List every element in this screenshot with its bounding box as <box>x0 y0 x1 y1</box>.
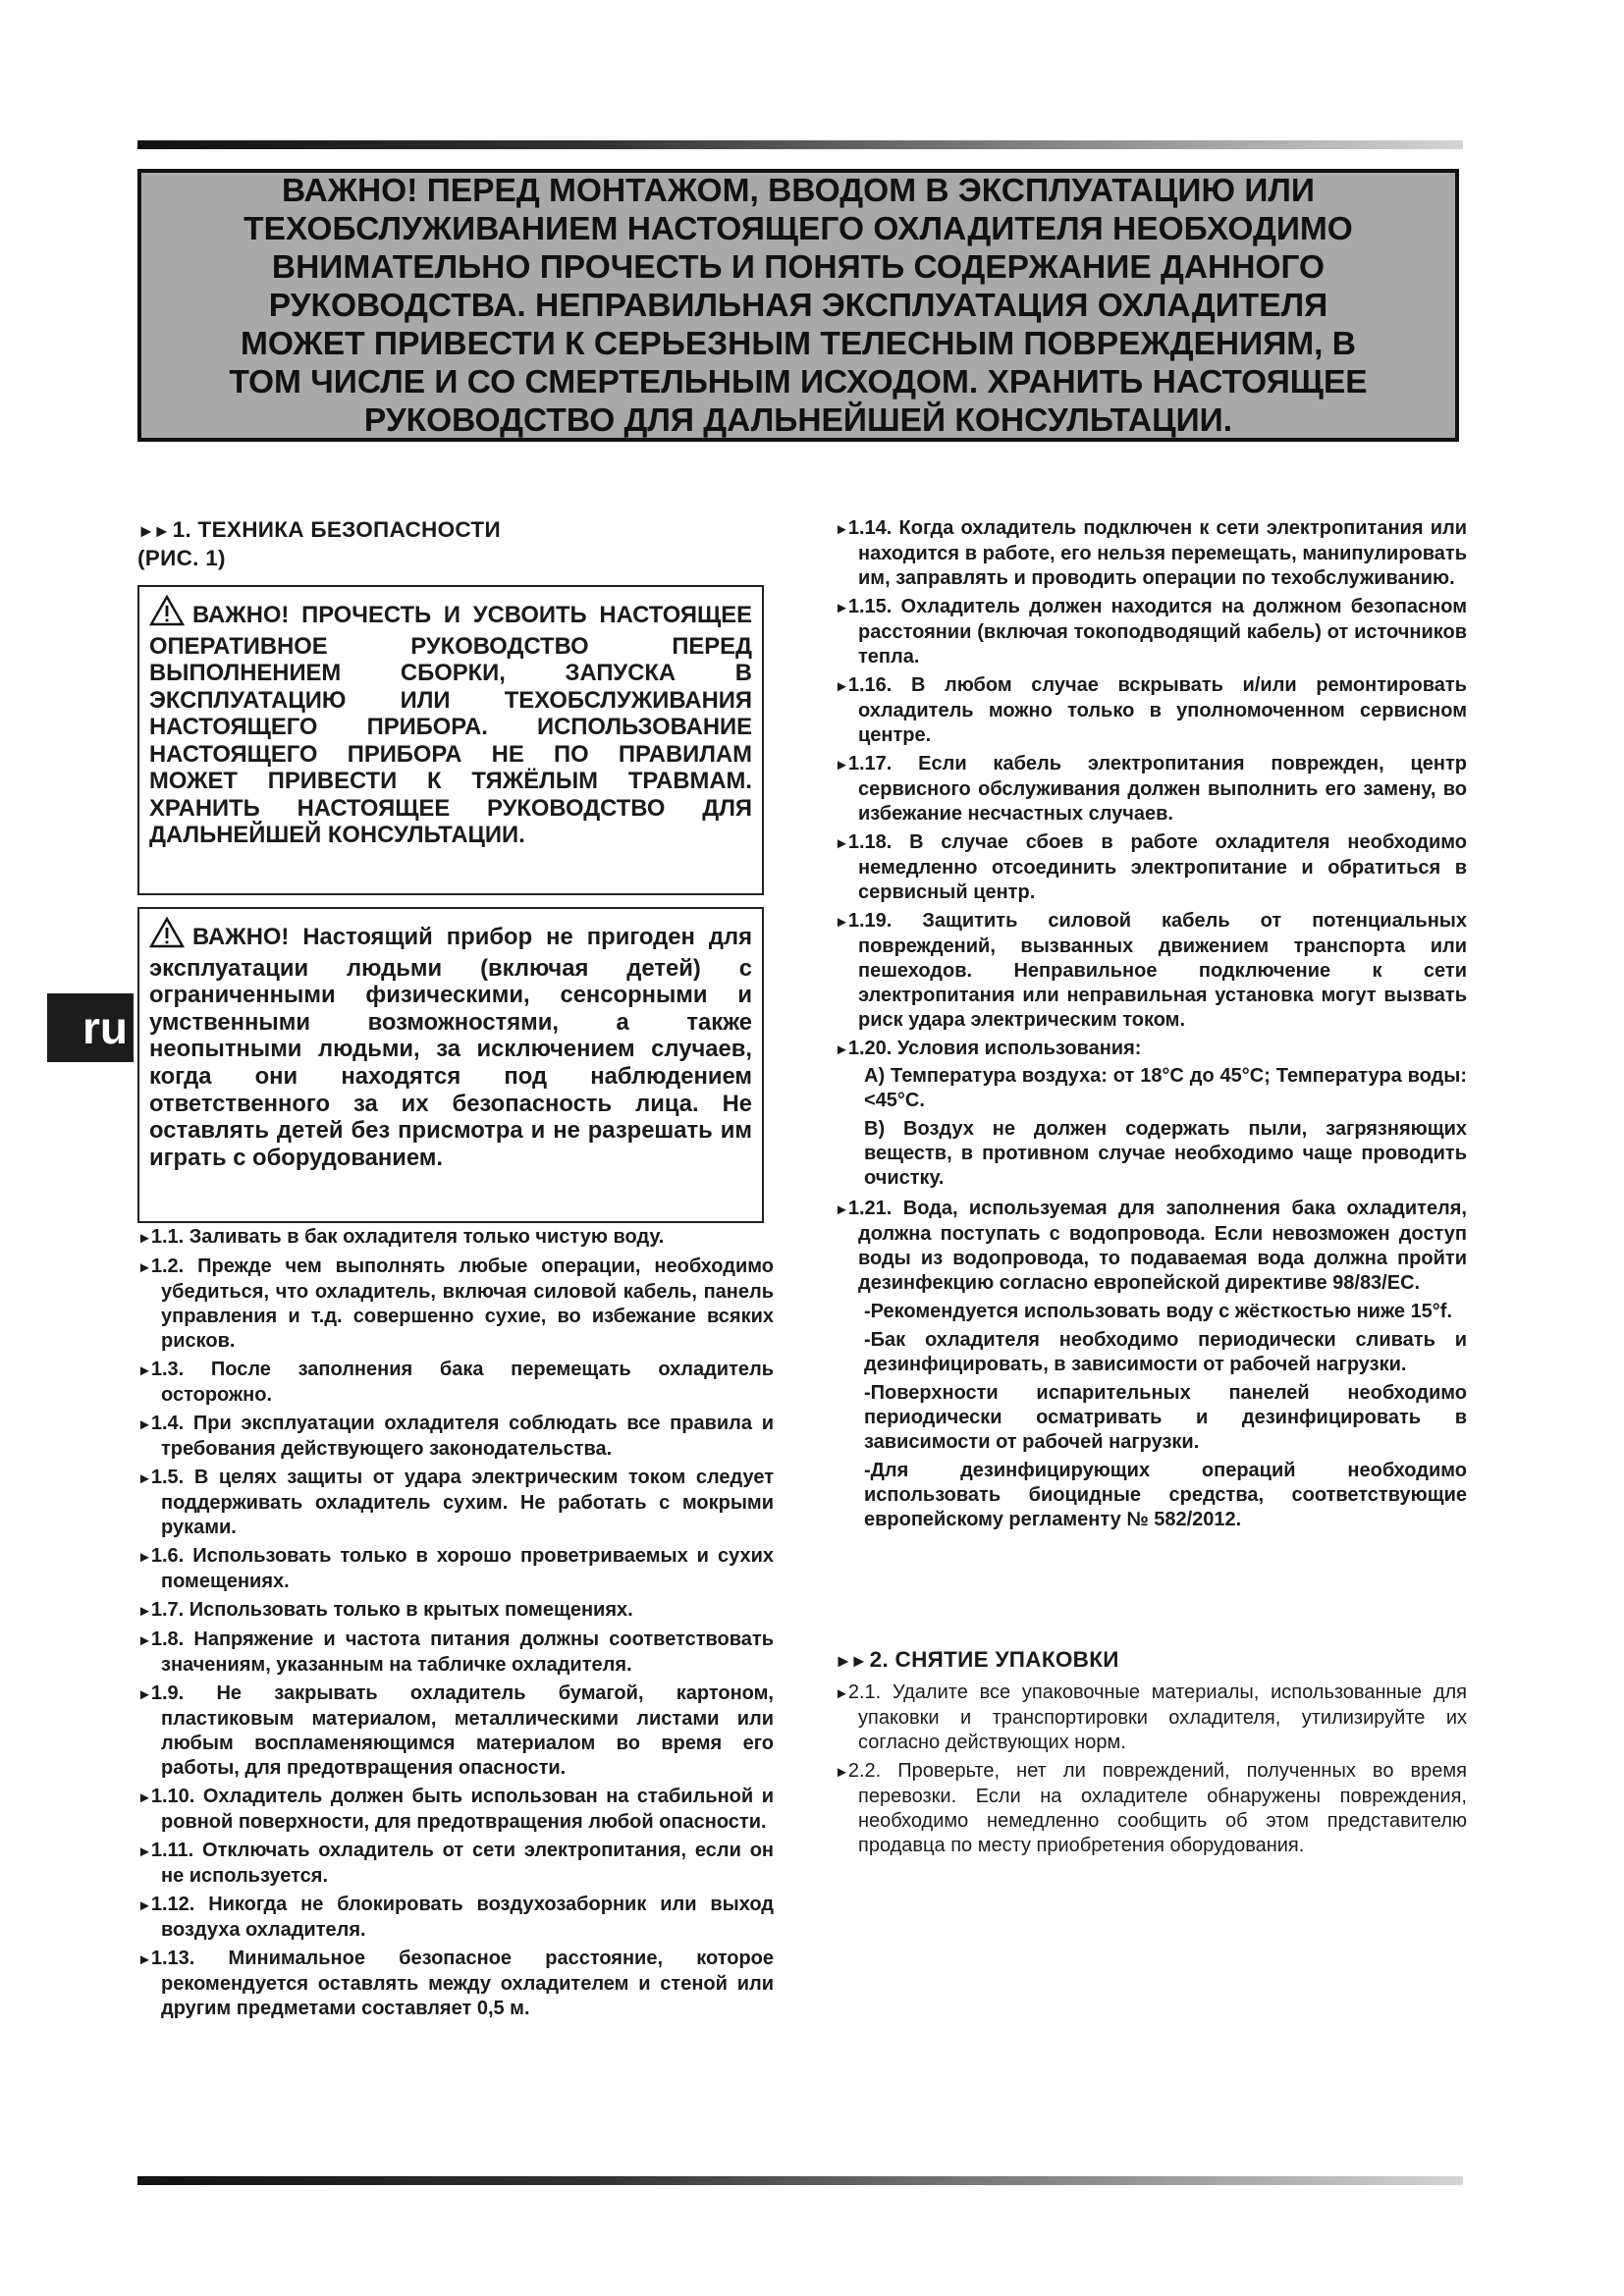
arrow-icon: ► <box>137 1230 151 1247</box>
list-item: ►1.8. Напряжение и частота питания должны соответствовать значениям, указанным на табличке охладителя. <box>137 1629 774 1676</box>
warning-triangle-icon <box>149 595 185 633</box>
arrow-icon: ► <box>835 1041 848 1058</box>
warning-box-1 <box>137 585 764 895</box>
list-item: ►1.4. При эксплуатации охладителя соблюдать все правила и требования действующего законодательства. <box>137 1413 774 1460</box>
list-item: ►1.13. Минимальное безопасное расстояние, которое рекомендуется оставлять между охладителем и стеной или другим предметами составляет 0,5 м. <box>137 1948 774 2019</box>
arrow-icon: ► <box>835 1685 848 1702</box>
arrow-icon: ► <box>835 835 848 852</box>
arrow-icon: ► <box>137 1843 151 1860</box>
banner-line: ВНИМАТЕЛЬНО ПРОЧЕСТЬ И ПОНЯТЬ СОДЕРЖАНИЕ ДАННОГО <box>271 248 1326 286</box>
safety-list-left <box>137 1225 774 2021</box>
list-item: ►1.2. Прежде чем выполнять любые операции, необходимо убедиться, что охладитель, включая силовой кабель, панель управления и т.д. совершенно сухие, во избежание всяких рисков. <box>137 1255 774 1352</box>
section-1-subtitle: (РИС. 1) <box>137 546 226 570</box>
arrow-icon: ► <box>137 1603 151 1620</box>
section-1-heading <box>137 516 774 571</box>
list-item: ►2.1. Удалите все упаковочные материалы, использованные для упаковки и транспортировки охладителя, утилизируйте их согласно действующих норм. <box>835 1682 1467 1753</box>
arrow-icon: ► <box>835 600 848 616</box>
sub-item: -Рекомендуется использовать воду с жёсткостью ниже 15°f. <box>864 1301 1453 1322</box>
safety-list-right <box>835 516 1467 1532</box>
list-item: ►1.5. В целях защиты от удара электрическим током следует поддерживать охладитель сухим. Не работать с мокрыми руками. <box>137 1467 774 1538</box>
banner-line: ВАЖНО! ПЕРЕД МОНТАЖОМ, ВВОДОМ В ЭКСПЛУАТАЦИЮ ИЛИ <box>282 172 1315 209</box>
arrow-icon: ► <box>137 1470 151 1487</box>
arrow-icon: ► <box>137 1549 151 1566</box>
warning-box-2 <box>137 907 764 1223</box>
arrow-icon: ► <box>137 1897 151 1914</box>
list-item: ►1.11. Отключать охладитель от сети электропитания, если он не используется. <box>137 1840 774 1887</box>
sub-item: -Бак охладителя необходимо периодически сливать и дезинфицировать, в зависимости от рабочей нагрузки. <box>864 1329 1467 1375</box>
banner-line: МОЖЕТ ПРИВЕСТИ К СЕРЬЕЗНЫМ ТЕЛЕСНЫМ ПОВРЕЖДЕНИЯМ, В <box>240 325 1356 362</box>
list-item: ►1.9. Не закрывать охладитель бумагой, картоном, пластиковым материалом, металлическими листами или любым воспламеняющимся материалом во время его работы, для предотвращения опасности. <box>137 1682 774 1779</box>
sub-item: -Поверхности испарительных панелей необходимо периодически осматривать и дезинфицировать в зависимости от рабочей нагрузки. <box>864 1382 1467 1453</box>
sub-item: -Для дезинфицирующих операций необходимо использовать биоцидные средства, соответствующие европейскому регламенту № 582/2012. <box>864 1460 1467 1530</box>
arrow-icon: ► <box>137 1362 151 1379</box>
arrow-icon: ► <box>137 1416 151 1433</box>
left-column <box>137 516 774 2025</box>
list-item: ►1.21. Вода, используемая для заполнения бака охладителя, должна поступать с водопровода. Если невозможен доступ воды из водопровода, то подаваемая вода должна пройти дезинфекцию согласно европейской директиве 98/83/ЕС. <box>835 1198 1467 1294</box>
arrow-icon: ► <box>835 521 848 538</box>
banner-line: ТОМ ЧИСЛЕ И СО СМЕРТЕЛЬНЫМ ИСХОДОМ. ХРАНИТЬ НАСТОЯЩЕЕ <box>229 363 1368 400</box>
list-item: ►1.14. Когда охладитель подключен к сети электропитания или находится в работе, его нельзя перемещать, манипулировать им, заправлять и проводить операции по техобслуживанию. <box>835 517 1467 589</box>
list-item: ►1.12. Никогда не блокировать воздухозаборник или выход воздуха охладителя. <box>137 1894 774 1941</box>
list-item: ►1.17. Если кабель электропитания поврежден, центр сервисного обслуживания должен выполнить его замену, во избежание несчастных случаев. <box>835 753 1467 825</box>
arrow-icon: ► <box>835 678 848 695</box>
arrow-icon: ► <box>137 1789 151 1806</box>
list-item: ►1.3. После заполнения бака перемещать охладитель осторожно. <box>137 1359 774 1406</box>
arrow-icon: ► <box>835 1764 848 1781</box>
arrow-icon: ► <box>137 1951 151 1968</box>
right-column <box>835 516 1467 1862</box>
list-item: ►1.10. Охладитель должен быть использован на стабильной и ровной поверхности, для предотвращения любой опасности. <box>137 1786 774 1833</box>
banner-line: ТЕХОБСЛУЖИВАНИЕМ НАСТОЯЩЕГО ОХЛАДИТЕЛЯ НЕОБХОДИМО <box>244 210 1353 247</box>
list-item: ►1.7. Использовать только в крытых помещениях. <box>137 1599 633 1621</box>
section-1-title: 1. ТЕХНИКА БЕЗОПАСНОСТИ <box>172 517 501 542</box>
list-item: ►1.19. Защитить силовой кабель от потенциальных повреждений, вызванных движением транспорта или пешеходов. Неправильное подключение к сети электропитания или неправильная установка могут вызвать риск удара электрическим током. <box>835 910 1467 1031</box>
list-item: ►1.16. В любом случае вскрывать и/или ремонтировать охладитель можно только в уполномоченном сервисном центре. <box>835 674 1467 746</box>
language-tab: ru <box>47 993 134 1062</box>
arrow-icon: ► <box>137 1632 151 1649</box>
banner-line: РУКОВОДСТВО ДЛЯ ДАЛЬНЕЙШЕЙ КОНСУЛЬТАЦИИ. <box>363 401 1233 439</box>
section-2-heading <box>835 1646 1467 1675</box>
list-item: ►1.6. Использовать только в хорошо проветриваемых и сухих помещениях. <box>137 1545 774 1592</box>
arrow-icon: ► <box>835 914 848 931</box>
double-arrow-icon: ►► <box>835 1651 866 1671</box>
sub-item: А) Температура воздуха: от 18°С до 45°С; Температура воды: <45°С. <box>864 1065 1467 1111</box>
banner-line: РУКОВОДСТВА. НЕПРАВИЛЬНАЯ ЭКСПЛУАТАЦИЯ ОХЛАДИТЕЛЯ <box>268 287 1328 324</box>
list-item: ►1.1. Заливать в бак охладителя только чистую воду. <box>137 1226 665 1248</box>
list-item: ►1.15. Охладитель должен находится на должном безопасном расстоянии (включая токоподводящий кабель) от источников тепла. <box>835 596 1467 667</box>
arrow-icon: ► <box>137 1259 151 1276</box>
section-2-title: 2. СНЯТИЕ УПАКОВКИ <box>869 1647 1119 1672</box>
important-banner <box>137 169 1459 442</box>
banner-text <box>229 172 1367 440</box>
list-item: ►2.2. Проверьте, нет ли повреждений, полученных во время перевозки. Если на охладителе обнаружены повреждения, необходимо немедленно сообщить об этом представителю продавца по месту приобретения оборудования. <box>835 1760 1467 1856</box>
double-arrow-icon: ►► <box>137 521 169 541</box>
arrow-icon: ► <box>137 1686 151 1703</box>
warning-2-text: ВАЖНО! Настоящий прибор не пригоден для эксплуатации людьми (включая детей) с ограниченными физическими, сенсорными и умственными возможностями, а также неопытными людьми, за исключением случаев, когда они находятся под наблюдением ответственного за их безопасность лица. Не оставлять детей без присмотра и не разрешать им играть с оборудованием. <box>149 924 752 1171</box>
sub-item: В) Воздух не должен содержать пыли, загрязняющих веществ, в противном случае необходимо чаще проводить очистку. <box>864 1118 1467 1189</box>
list-item: ►1.18. В случае сбоев в работе охладителя необходимо немедленно отсоединить электропитание и обратиться в сервисный центр. <box>835 831 1467 903</box>
warning-1-text: ВАЖНО! ПРОЧЕСТЬ И УСВОИТЬ НАСТОЯЩЕЕ ОПЕРАТИВНОЕ РУКОВОДСТВО ПЕРЕД ВЫПОЛНЕНИЕМ СБОРКИ, ЗАПУСКА В ЭКСПЛУАТАЦИЮ ИЛИ ТЕХОБСЛУЖИВАНИЯ НАСТОЯЩЕГО ПРИБОРА. ИСПОЛЬЗОВАНИЕ НАСТОЯЩЕГО ПРИБОРА НЕ ПО ПРАВИЛАМ МОЖЕТ ПРИВЕСТИ К ТЯЖЁЛЫМ ТРАВМАМ. ХРАНИТЬ НАСТОЯЩЕЕ РУКОВОДСТВО ДЛЯ ДАЛЬНЕЙШЕЙ КОНСУЛЬТАЦИИ. <box>149 602 752 848</box>
section-2 <box>835 1646 1467 1858</box>
top-rule <box>137 140 1463 149</box>
bottom-rule <box>137 2176 1463 2185</box>
arrow-icon: ► <box>835 757 848 774</box>
arrow-icon: ► <box>835 1201 848 1218</box>
warning-triangle-icon <box>149 917 185 955</box>
list-item: ►1.20. Условия использования: <box>835 1038 1142 1059</box>
